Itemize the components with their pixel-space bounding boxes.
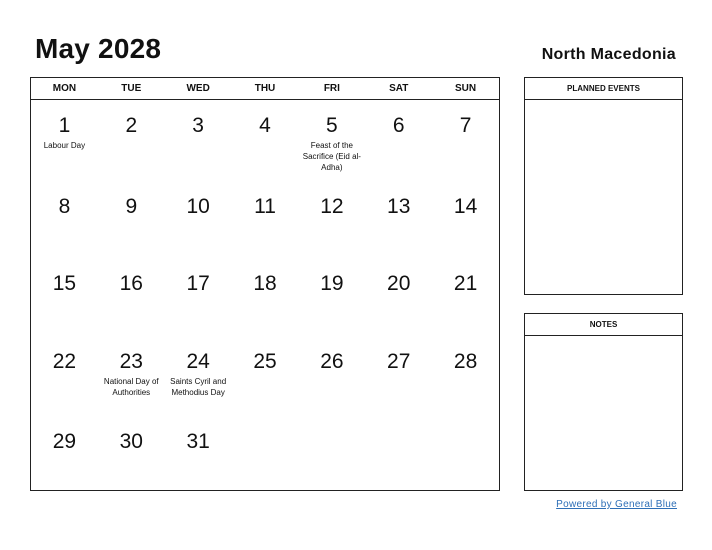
day-cell <box>165 100 232 173</box>
day-cell <box>165 258 232 296</box>
weekday-sun: SUN <box>455 83 477 94</box>
day-number: 11 <box>254 195 276 218</box>
day-number: 14 <box>453 195 478 218</box>
day-cell <box>31 416 98 454</box>
day-number: 31 <box>186 430 210 453</box>
planned-events-heading: PLANNED EVENTS <box>525 78 682 100</box>
day-cell <box>165 181 232 219</box>
day-number: 28 <box>453 350 478 373</box>
day-number: 22 <box>52 350 77 373</box>
notes-panel <box>524 313 683 491</box>
day-number: 2 <box>125 114 138 137</box>
weekday-thu: THU <box>254 83 276 94</box>
day-cell <box>232 416 299 454</box>
day-cell <box>232 100 299 173</box>
day-cell <box>31 100 98 173</box>
day-number: 16 <box>119 272 143 295</box>
weekday-sat: SAT <box>389 83 409 94</box>
day-number: 1 <box>58 114 71 137</box>
day-cell <box>432 416 499 454</box>
day-cell <box>165 416 232 454</box>
weekday-fri: FRI <box>323 83 340 94</box>
day-number: 24 <box>186 350 210 373</box>
week-row <box>31 100 499 173</box>
weekday-tue: TUE <box>121 83 142 94</box>
day-number: 27 <box>387 350 411 373</box>
day-number: 29 <box>52 430 77 453</box>
day-cell <box>298 181 365 219</box>
day-number: 17 <box>186 272 210 295</box>
day-number: 15 <box>52 272 77 295</box>
day-cell <box>98 181 165 219</box>
day-cell <box>432 336 499 398</box>
notes-heading: NOTES <box>525 314 682 336</box>
day-cell <box>98 258 165 296</box>
day-cell <box>232 336 299 398</box>
week-row <box>31 416 499 454</box>
day-cell <box>298 336 365 398</box>
day-cell <box>98 336 165 398</box>
day-number <box>232 416 299 430</box>
day-number: 6 <box>392 114 405 137</box>
day-number: 20 <box>387 272 411 295</box>
week-row <box>31 181 499 219</box>
day-cell <box>31 336 98 398</box>
holiday-label: National Day of Authorities <box>103 377 159 397</box>
day-cell <box>365 181 432 219</box>
day-cell <box>165 336 232 398</box>
day-number: 7 <box>459 114 472 137</box>
weekday-wed: WED <box>186 83 210 94</box>
day-number: 30 <box>119 430 143 453</box>
day-number: 25 <box>253 350 277 373</box>
day-number: 5 <box>326 114 338 137</box>
day-cell <box>31 258 98 296</box>
week-row <box>31 336 499 398</box>
day-number: 4 <box>259 114 271 137</box>
day-cell <box>298 416 365 454</box>
day-cell <box>365 336 432 398</box>
powered-by-link[interactable]: Powered by General Blue <box>556 499 677 510</box>
day-cell <box>31 181 98 219</box>
day-number: 8 <box>58 195 71 218</box>
weekday-mon: MON <box>52 83 77 94</box>
calendar-grid <box>31 100 499 490</box>
day-number: 10 <box>186 195 210 218</box>
day-cell <box>232 258 299 296</box>
day-cell <box>298 100 365 173</box>
day-number <box>365 416 432 430</box>
holiday-label: Labour Day <box>43 141 86 150</box>
month-calendar <box>30 77 500 491</box>
day-cell <box>432 100 499 173</box>
day-cell <box>432 258 499 296</box>
day-number: 3 <box>192 114 204 137</box>
day-number: 23 <box>119 350 143 373</box>
planned-events-panel <box>524 77 683 295</box>
day-cell <box>432 181 499 219</box>
day-number <box>432 416 499 430</box>
day-number: 18 <box>253 272 277 295</box>
day-number: 26 <box>320 350 344 373</box>
day-number: 12 <box>320 195 344 218</box>
weekday-header <box>31 78 499 100</box>
day-number: 9 <box>125 195 138 218</box>
week-row <box>31 258 499 296</box>
day-number: 19 <box>320 272 344 295</box>
country-name: North Macedonia <box>541 46 676 63</box>
calendar-title: May 2028 <box>35 33 162 64</box>
day-cell <box>298 258 365 296</box>
day-cell <box>365 416 432 454</box>
day-number <box>298 416 365 430</box>
holiday-label: Feast of the Sacrifice (Eid al-Adha) <box>302 141 361 172</box>
holiday-label: Saints Cyril and Methodius Day <box>170 377 227 397</box>
day-cell <box>98 416 165 454</box>
day-number: 13 <box>387 195 411 218</box>
day-cell <box>98 100 165 173</box>
day-cell <box>365 258 432 296</box>
day-number: 21 <box>453 272 478 295</box>
day-cell <box>365 100 432 173</box>
day-cell <box>232 181 299 219</box>
